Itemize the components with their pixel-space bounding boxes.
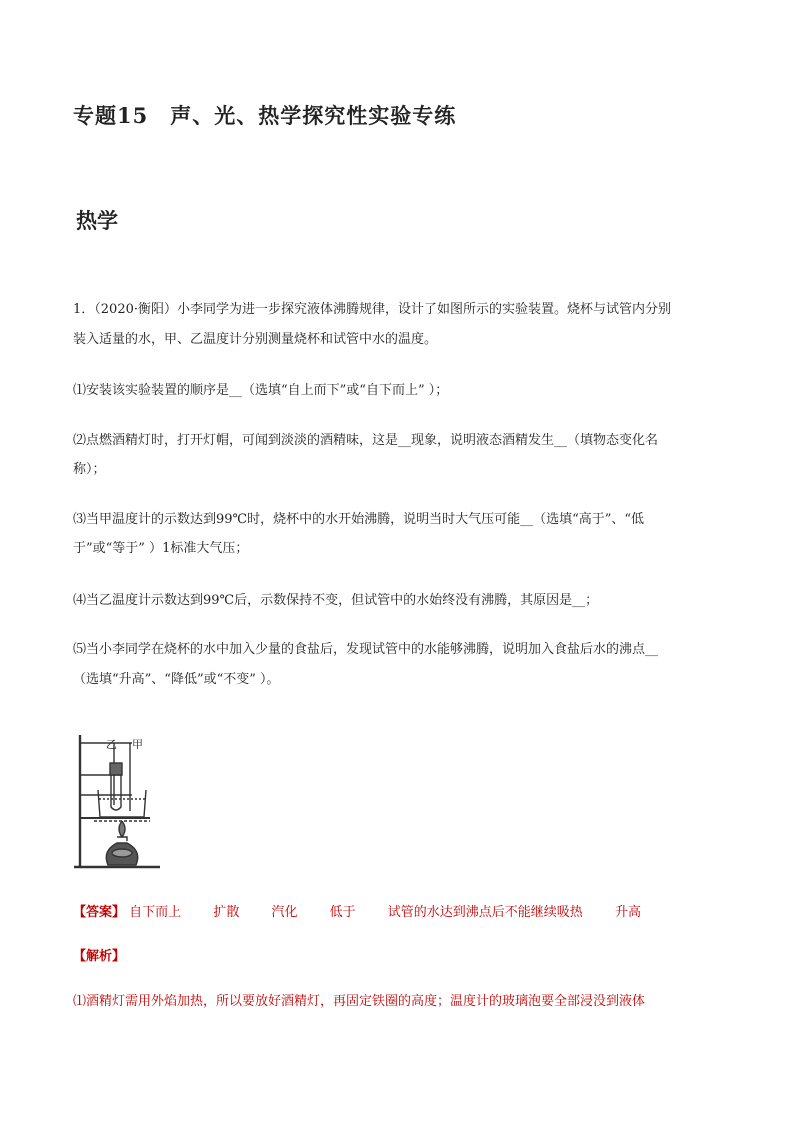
boiling-apparatus-diagram <box>72 733 162 873</box>
apparatus-figure <box>72 733 162 877</box>
sub-question-2-line2: 称）； <box>73 462 106 477</box>
answer-item-2: 扩散 <box>213 905 240 920</box>
question-intro-line2: 装入适量的水，甲、乙温度计分别测量烧杯和试管中水的温度。 <box>73 332 438 347</box>
answer-item-5: 试管的水达到沸点后不能继续吸热 <box>387 905 583 920</box>
answer-item-1: 自下而上 <box>129 905 182 920</box>
answer-item-6: 升高 <box>614 905 641 920</box>
section-heading: 热学 <box>76 208 118 233</box>
sub-question-4: ⑷当乙温度计示数达到99℃后，示数保持不变，但试管中的水始终没有沸腾，其原因是__； <box>73 593 599 608</box>
sub-question-5-line2: （选填“升高”、“降低”或“不变” ）。 <box>73 672 280 687</box>
answer-item-3: 汽化 <box>271 905 298 920</box>
page-title: 专题15 声、光、热学探究性实验专练 <box>73 103 457 128</box>
question-intro-line1: 1．（2020·衡阳）小李同学为进一步探究液体沸腾规律，设计了如图所示的实验装置。烧杯与试管内分别 <box>73 302 671 317</box>
answer-row <box>73 903 641 923</box>
sub-question-5-line1: ⑸当小李同学在烧杯的水中加入少量的食盐后，发现试管中的水能够沸腾，说明加入食盐后水的沸点__ <box>73 642 659 657</box>
sub-question-3-line2: 于”或“等于” ）1标准大气压； <box>73 541 249 556</box>
thermometer-yi-label: 乙 <box>106 738 117 751</box>
analysis-line1: ⑴酒精灯需用外焰加热，所以要放好酒精灯，再固定铁圈的高度；温度计的玻璃泡要全部浸没到液体 <box>73 994 646 1009</box>
sub-question-3-line1: ⑶当甲温度计的示数达到99℃时，烧杯中的水开始沸腾，说明当时大气压可能__（选填“高于”、“低 <box>73 512 645 527</box>
thermometer-jia-label: 甲 <box>132 738 143 751</box>
sub-question-2-line1: ⑵点燃酒精灯时，打开灯帽，可闻到淡淡的酒精味，这是__现象，说明液态酒精发生__（填物态变化名 <box>73 433 659 448</box>
answer-label: 【答案】 <box>73 905 126 920</box>
analysis-label: 【解析】 <box>73 949 126 964</box>
answer-item-4: 低于 <box>329 905 356 920</box>
sub-question-1: ⑴安装该实验装置的顺序是__（选填“自上而下”或“自下而上” ）； <box>73 383 449 398</box>
